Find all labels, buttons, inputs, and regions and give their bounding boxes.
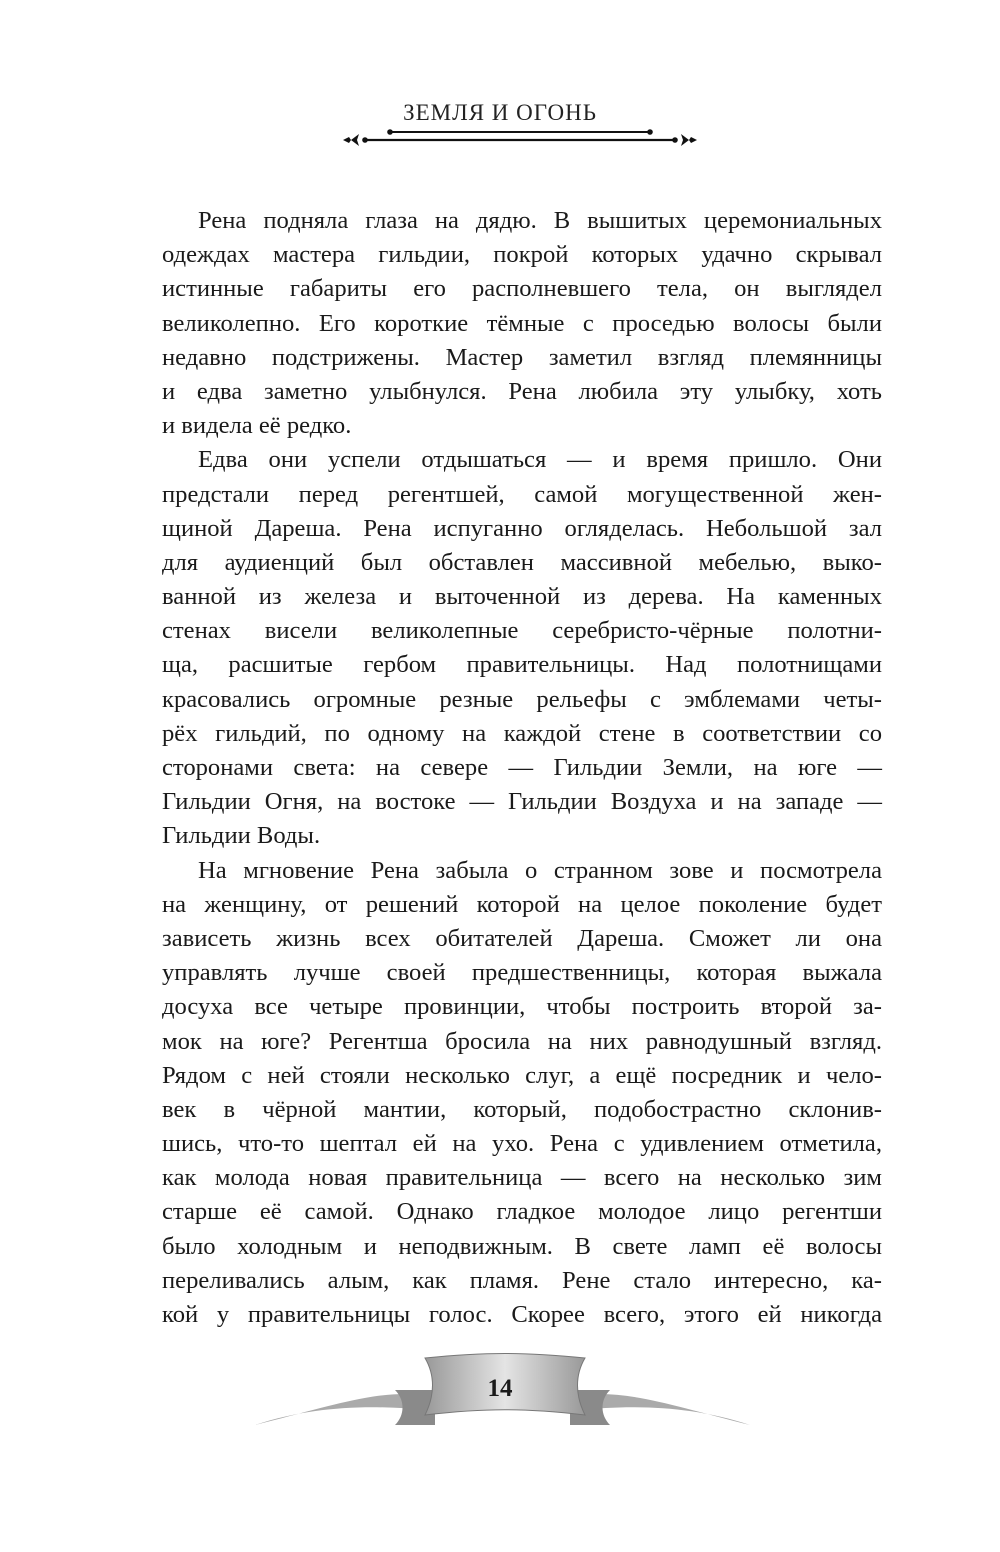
text-line: На мгновение Рена забыла о странном зове и посмотрела: [198, 856, 882, 884]
text-line: старше её самой. Однако гладкое молодое лицо регентши: [162, 1198, 882, 1226]
text-line: на женщину, от решений которой на целое поколение будет: [162, 890, 882, 918]
body-text: [162, 204, 882, 1332]
text-line: для аудиенций был обставлен массивной мебелью, выко-: [162, 548, 882, 576]
text-line: и едва заметно улыбнулся. Рена любила эту улыбку, хоть: [162, 377, 882, 405]
text-line: Рядом с ней стояли несколько слуг, а ещё посредник и чело-: [162, 1061, 882, 1089]
text-line: мок на юге? Регентша бросила на них равнодушный взгляд.: [162, 1027, 882, 1055]
text-line: рёх гильдий, по одному на каждой стене в соответствии со: [162, 719, 882, 747]
text-line: истинные габариты его располневшего тела, он выглядел: [162, 275, 882, 303]
text-line: ванной из железа и выточенной из дерева. На каменных: [162, 583, 882, 611]
text-line: шись, что-то шептал ей на ухо. Рена с удивлением отметила,: [162, 1130, 882, 1158]
text-line: Едва они успели отдышаться — и время пришло. Они: [198, 446, 882, 474]
text-line: Рена подняла глаза на дядю. В вышитых церемониальных: [198, 207, 882, 234]
text-line: предстали перед регентшей, самой могущественной жен-: [162, 480, 882, 508]
text-line: сторонами света: на севере — Гильдии Земли, на юге —: [162, 754, 882, 781]
text-line: управлять лучше своей предшественницы, которая выжала: [162, 959, 882, 987]
page-number: 14: [487, 1375, 513, 1402]
text-line: Гильдии Огня, на востоке — Гильдии Воздуха и на западе —: [162, 788, 882, 816]
text-line: стенах висели великолепные серебристо-чёрные полотни-: [162, 617, 882, 645]
text-line: кой у правительницы голос. Скорее всего, этого ей никогда: [162, 1301, 882, 1328]
text-line: и видела её редко.: [162, 412, 352, 440]
text-line: одеждах мастера гильдии, покрой которых удачно скрывал: [162, 241, 882, 269]
text-line: Гильдии Воды.: [162, 822, 321, 850]
text-line: щиной Дареша. Рена испуганно огляделась. Небольшой зал: [162, 514, 882, 542]
text-line: переливались алым, как пламя. Рене стало интересно, ка-: [162, 1266, 882, 1294]
text-line: зависеть жизнь всех обитателей Дареша. Сможет ли она: [162, 924, 882, 952]
text-line: как молода новая правительница — всего на несколько зим: [162, 1164, 882, 1192]
text-line: красовались огромные резные рельефы с эмблемами четы-: [162, 685, 882, 713]
text-line: великолепно. Его короткие тёмные с проседью волосы были: [162, 309, 882, 337]
text-line: ща, расшитые гербом правительницы. Над полотнищами: [162, 651, 882, 679]
text-line: недавно подстрижены. Мастер заметил взгляд племянницы: [162, 343, 882, 371]
text-line: было холодным и неподвижным. В свете ламп её волосы: [162, 1232, 882, 1260]
text-line: век в чёрной мантии, который, подобострастно склонив-: [162, 1095, 882, 1123]
running-header: [0, 100, 1000, 126]
ornamental-rule-icon: [335, 125, 705, 155]
running-title: ЗЕМЛЯ И ОГОНЬ: [403, 100, 597, 125]
text-line: досуха все четыре провинции, чтобы построить второй за-: [162, 993, 882, 1021]
